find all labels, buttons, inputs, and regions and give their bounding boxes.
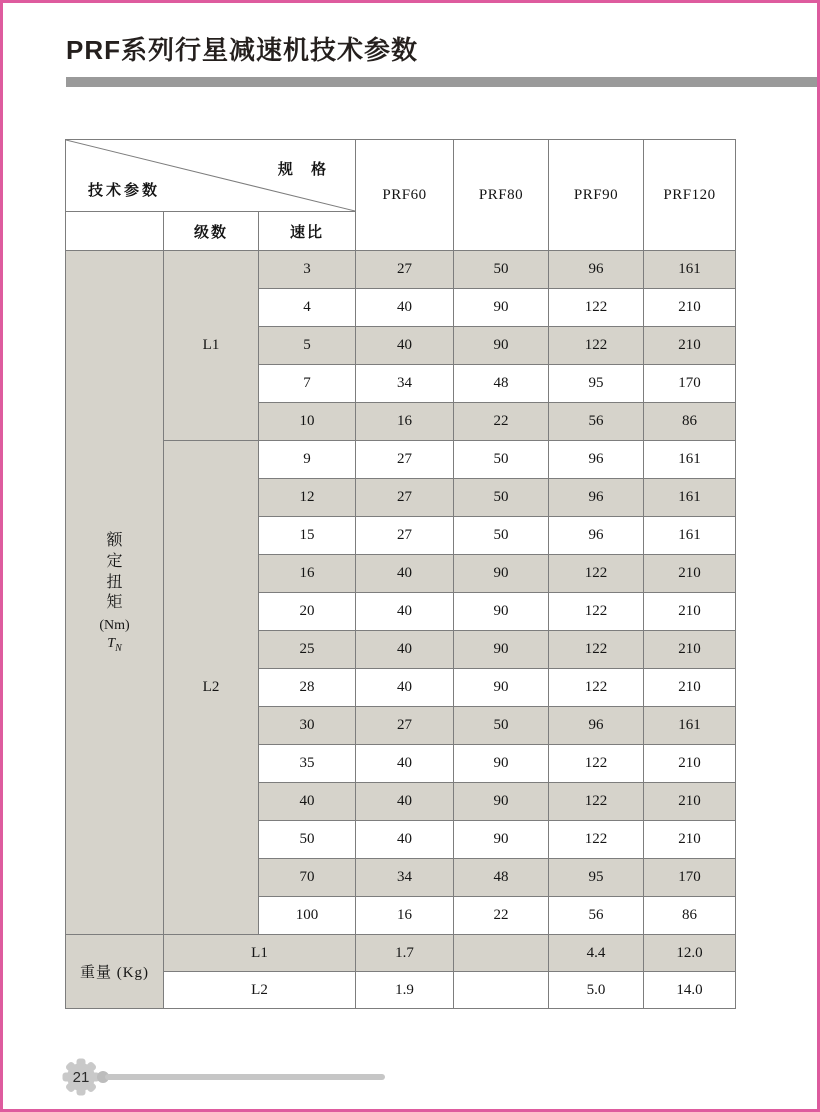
rated-torque-unit: (Nm) (99, 618, 130, 634)
torque-value-cell: 27 (356, 251, 454, 289)
torque-value-cell: 56 (549, 403, 644, 441)
rated-torque-vertical-text: 额定扭矩 (106, 532, 123, 612)
stage-l2-cell: L2 (164, 441, 259, 935)
ratio-cell: 10 (259, 403, 356, 441)
ratio-cell: 12 (259, 479, 356, 517)
torque-value-cell: 161 (644, 441, 736, 479)
torque-value-cell: 22 (454, 897, 549, 935)
torque-value-cell: 210 (644, 327, 736, 365)
torque-value-cell: 210 (644, 289, 736, 327)
torque-value-cell: 122 (549, 745, 644, 783)
torque-value-cell: 48 (454, 365, 549, 403)
torque-value-cell: 122 (549, 631, 644, 669)
torque-value-cell: 122 (549, 821, 644, 859)
torque-value-cell: 210 (644, 555, 736, 593)
ratio-cell: 70 (259, 859, 356, 897)
torque-value-cell: 210 (644, 745, 736, 783)
torque-value-cell: 210 (644, 631, 736, 669)
table-header-row (66, 140, 736, 212)
ratio-cell: 4 (259, 289, 356, 327)
torque-value-cell: 40 (356, 669, 454, 707)
torque-value-cell: 56 (549, 897, 644, 935)
weight-row (66, 972, 736, 1009)
rated-torque-symbol: $T_N$ (107, 636, 122, 654)
torque-value-cell: 40 (356, 593, 454, 631)
ratio-cell: 35 (259, 745, 356, 783)
footer-line (105, 1074, 385, 1080)
torque-value-cell: 90 (454, 555, 549, 593)
torque-value-cell: 161 (644, 251, 736, 289)
torque-value-cell: 90 (454, 327, 549, 365)
torque-value-cell: 50 (454, 441, 549, 479)
ratio-cell: 9 (259, 441, 356, 479)
column-header-prf90: PRF90 (549, 140, 644, 251)
title-underline-bar (66, 77, 817, 87)
page-title: PRF系列行星减速机技术参数 (66, 35, 419, 65)
torque-value-cell: 96 (549, 479, 644, 517)
torque-value-cell: 210 (644, 821, 736, 859)
torque-value-cell: 161 (644, 479, 736, 517)
rated-torque-label-cell (66, 251, 164, 935)
torque-value-cell: 40 (356, 783, 454, 821)
weight-value-cell (454, 972, 549, 1009)
torque-value-cell: 90 (454, 669, 549, 707)
gear-icon (61, 1057, 101, 1097)
torque-value-cell: 96 (549, 517, 644, 555)
torque-value-cell: 122 (549, 593, 644, 631)
ratio-cell: 20 (259, 593, 356, 631)
ratio-cell: 25 (259, 631, 356, 669)
stage-header-cell: 级数 (164, 212, 259, 251)
weight-value-cell: 1.7 (356, 935, 454, 972)
torque-value-cell: 122 (549, 669, 644, 707)
torque-value-cell: 210 (644, 669, 736, 707)
empty-header-cell (66, 212, 164, 251)
column-header-prf80: PRF80 (454, 140, 549, 251)
weight-value-cell: 5.0 (549, 972, 644, 1009)
torque-value-cell: 34 (356, 365, 454, 403)
torque-value-cell: 27 (356, 707, 454, 745)
ratio-cell: 100 (259, 897, 356, 935)
torque-value-cell: 122 (549, 327, 644, 365)
corner-param-label: 技术参数 (88, 182, 161, 199)
torque-value-cell: 210 (644, 593, 736, 631)
torque-value-cell: 90 (454, 745, 549, 783)
torque-value-cell: 40 (356, 555, 454, 593)
weight-stage-cell: L2 (164, 972, 356, 1009)
ratio-cell: 28 (259, 669, 356, 707)
torque-value-cell: 95 (549, 365, 644, 403)
stage-l1-cell: L1 (164, 251, 259, 441)
weight-row (66, 935, 736, 972)
torque-value-cell: 40 (356, 745, 454, 783)
torque-value-cell: 96 (549, 441, 644, 479)
ratio-cell: 7 (259, 365, 356, 403)
torque-value-cell: 96 (549, 707, 644, 745)
torque-value-cell: 122 (549, 783, 644, 821)
torque-value-cell: 90 (454, 593, 549, 631)
column-header-prf60: PRF60 (356, 140, 454, 251)
ratio-cell: 3 (259, 251, 356, 289)
ratio-cell: 16 (259, 555, 356, 593)
ratio-header-cell: 速比 (259, 212, 356, 251)
table-row (66, 251, 736, 289)
torque-value-cell: 161 (644, 517, 736, 555)
torque-value-cell: 122 (549, 555, 644, 593)
ratio-cell: 50 (259, 821, 356, 859)
torque-value-cell: 48 (454, 859, 549, 897)
weight-value-cell: 4.4 (549, 935, 644, 972)
torque-value-cell: 22 (454, 403, 549, 441)
torque-value-cell: 27 (356, 517, 454, 555)
torque-value-cell: 27 (356, 441, 454, 479)
torque-value-cell: 50 (454, 251, 549, 289)
torque-value-cell: 170 (644, 365, 736, 403)
page-number: 21 (72, 1068, 90, 1086)
torque-value-cell: 50 (454, 707, 549, 745)
torque-value-cell: 90 (454, 821, 549, 859)
weight-stage-cell: L1 (164, 935, 356, 972)
torque-value-cell: 90 (454, 783, 549, 821)
torque-value-cell: 95 (549, 859, 644, 897)
torque-value-cell: 161 (644, 707, 736, 745)
ratio-cell: 15 (259, 517, 356, 555)
weight-value-cell: 1.9 (356, 972, 454, 1009)
torque-value-cell: 27 (356, 479, 454, 517)
weight-value-cell (454, 935, 549, 972)
torque-value-cell: 16 (356, 403, 454, 441)
weight-value-cell: 14.0 (644, 972, 736, 1009)
torque-value-cell: 40 (356, 289, 454, 327)
weight-label-cell: 重量 (Kg) (66, 935, 164, 1009)
torque-value-cell: 86 (644, 897, 736, 935)
torque-value-cell: 40 (356, 821, 454, 859)
torque-value-cell: 50 (454, 517, 549, 555)
torque-value-cell: 86 (644, 403, 736, 441)
ratio-cell: 30 (259, 707, 356, 745)
corner-cell (66, 140, 356, 212)
ratio-cell: 40 (259, 783, 356, 821)
torque-value-cell: 50 (454, 479, 549, 517)
torque-value-cell: 40 (356, 631, 454, 669)
torque-value-cell: 170 (644, 859, 736, 897)
column-header-prf120: PRF120 (644, 140, 736, 251)
corner-spec-label: 规 格 (277, 161, 334, 178)
torque-value-cell: 40 (356, 327, 454, 365)
torque-value-cell: 210 (644, 783, 736, 821)
torque-value-cell: 90 (454, 631, 549, 669)
table-row (66, 441, 736, 479)
torque-value-cell: 90 (454, 289, 549, 327)
torque-value-cell: 34 (356, 859, 454, 897)
torque-value-cell: 16 (356, 897, 454, 935)
weight-value-cell: 12.0 (644, 935, 736, 972)
torque-value-cell: 122 (549, 289, 644, 327)
ratio-cell: 5 (259, 327, 356, 365)
torque-value-cell: 96 (549, 251, 644, 289)
spec-table (65, 139, 736, 1009)
